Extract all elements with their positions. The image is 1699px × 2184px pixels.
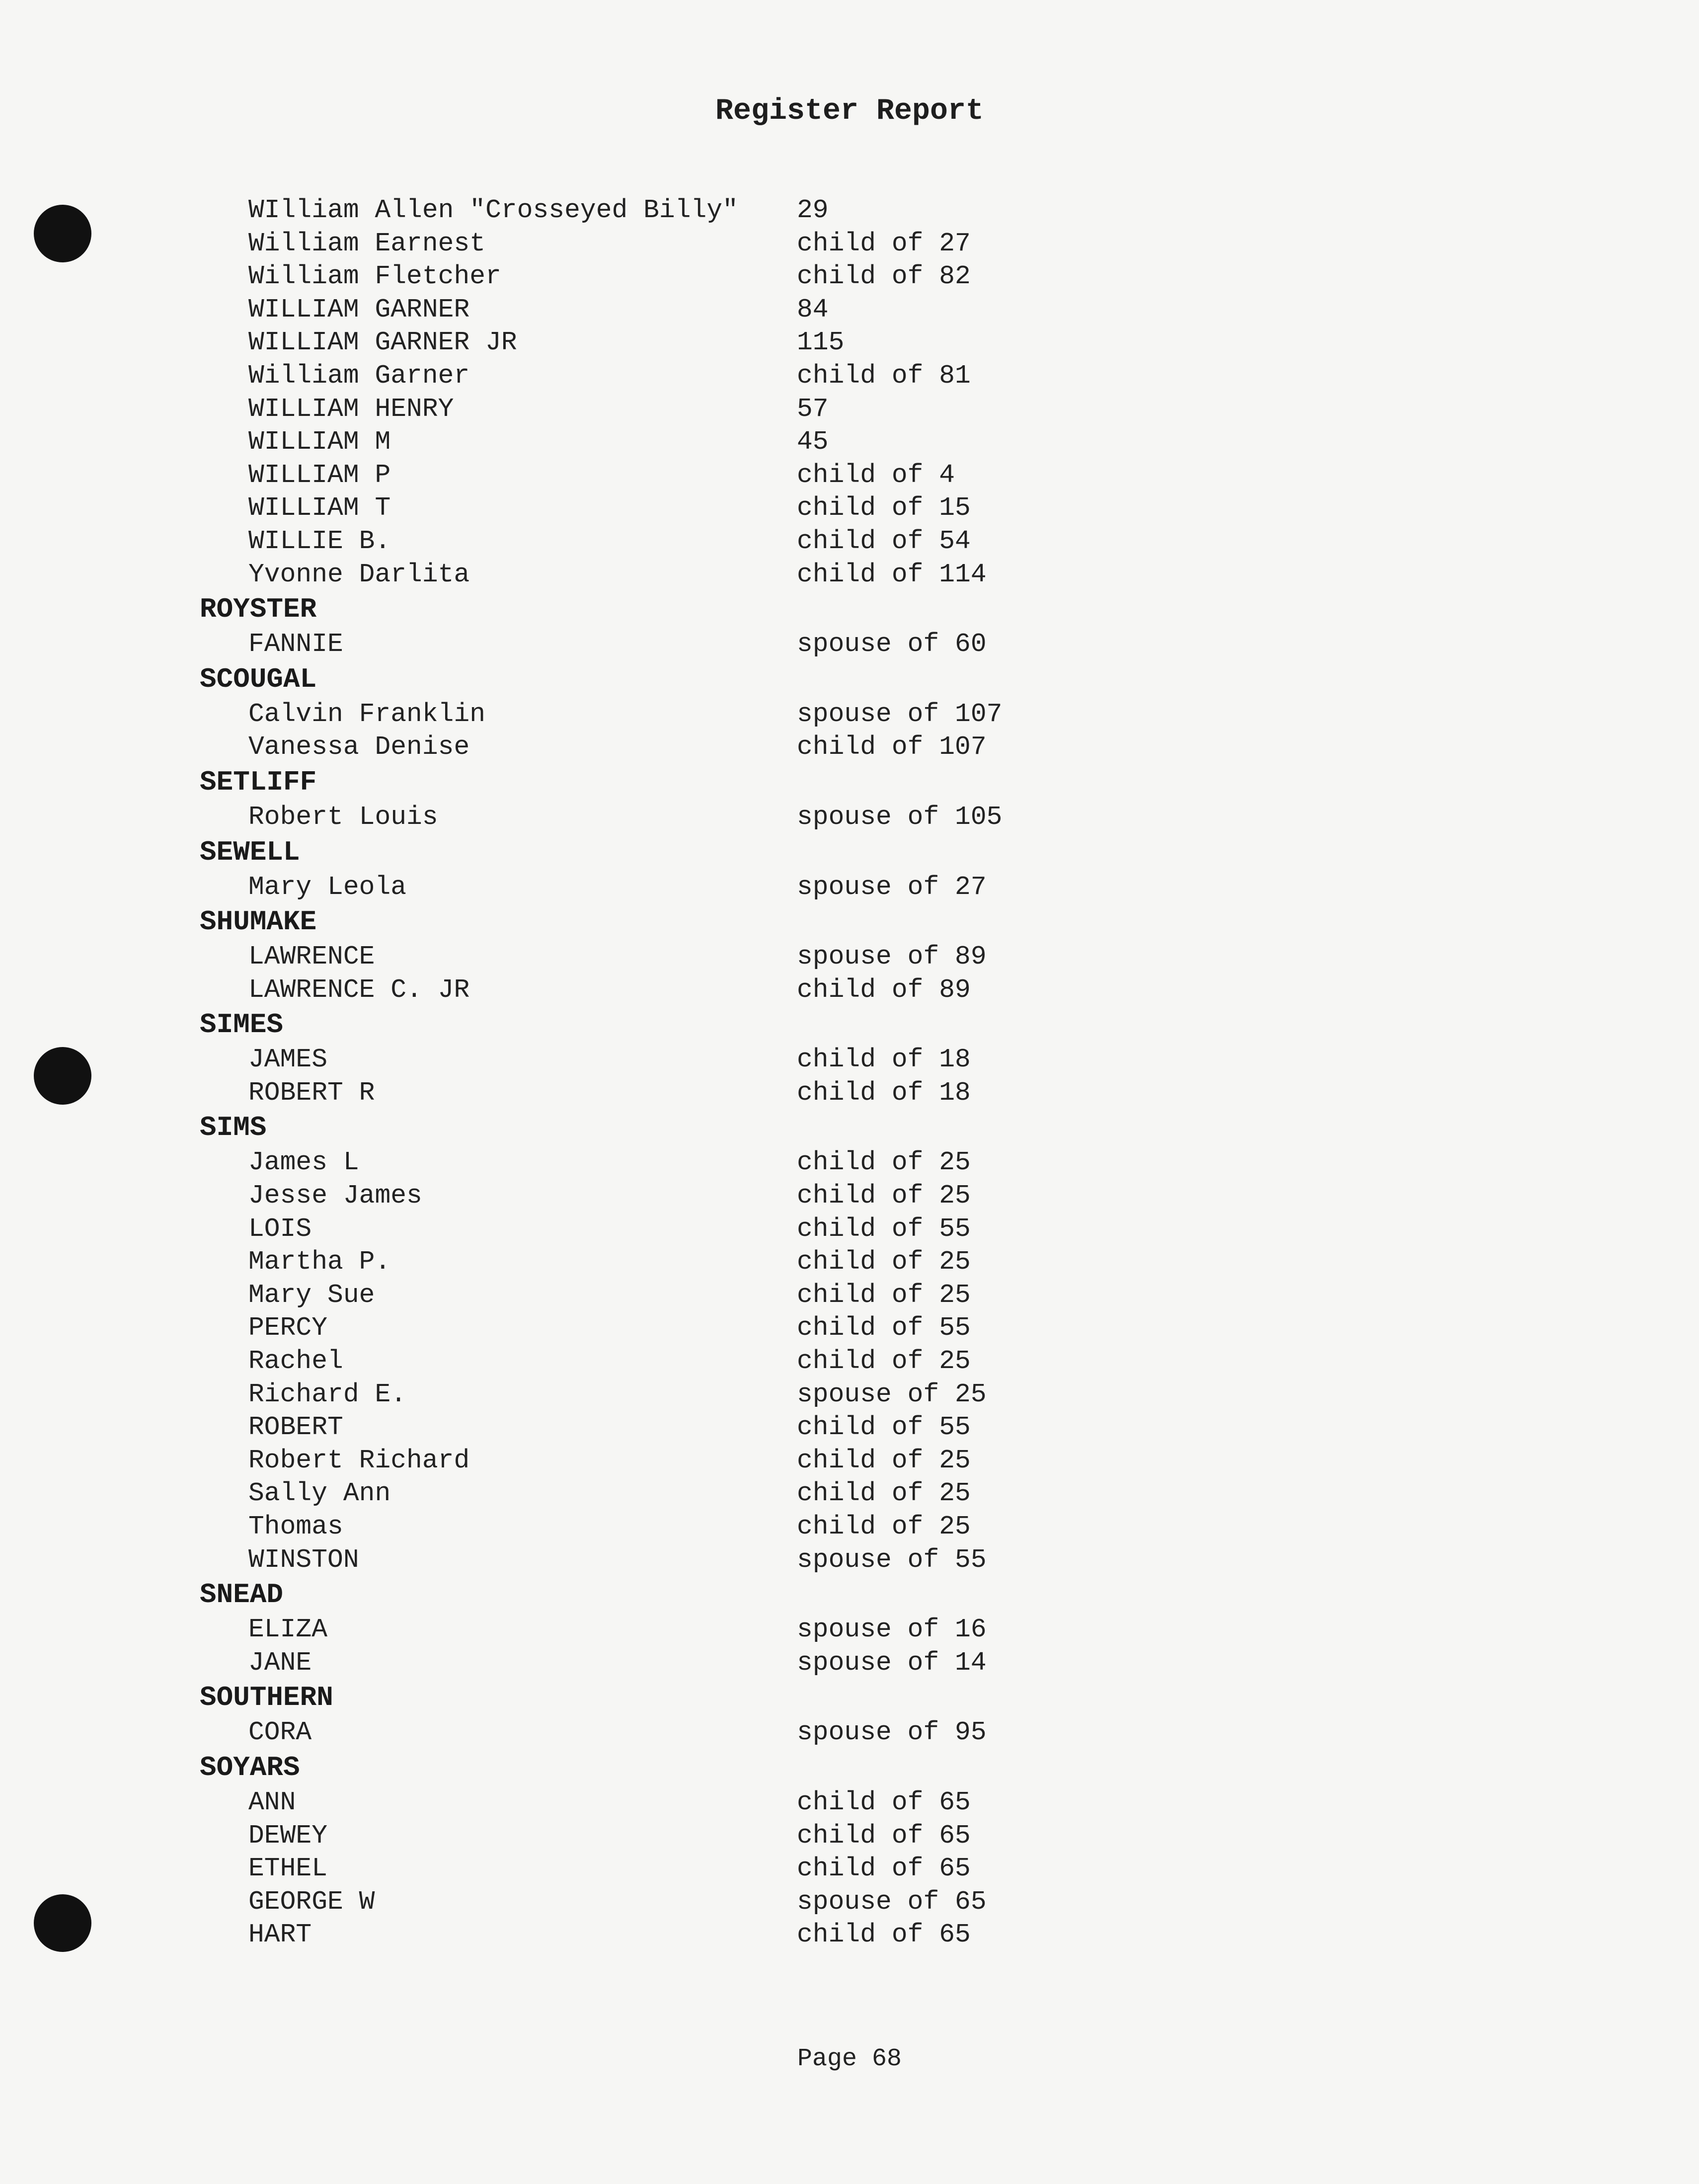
person-name: JANE xyxy=(248,1647,312,1678)
surname-heading: SOUTHERN xyxy=(200,1682,333,1714)
register-entry xyxy=(0,801,1699,834)
person-name: DEWEY xyxy=(248,1820,328,1851)
relationship-ref: child of 55 xyxy=(797,1213,971,1244)
person-name: PERCY xyxy=(248,1313,328,1343)
relationship-ref: spouse of 107 xyxy=(797,699,1003,729)
relationship-ref: child of 25 xyxy=(797,1147,971,1178)
person-name: WIlliam Allen "Crosseyed Billy" xyxy=(248,195,738,225)
person-name: Robert Richard xyxy=(248,1445,470,1475)
person-name: Rachel xyxy=(248,1346,343,1376)
surname-heading: SNEAD xyxy=(200,1579,284,1611)
register-entry xyxy=(0,425,1699,459)
register-entry xyxy=(0,1543,1699,1577)
register-entry xyxy=(0,1444,1699,1477)
relationship-ref: child of 27 xyxy=(797,228,971,258)
person-name: JAMES xyxy=(248,1045,328,1075)
relationship-ref: child of 25 xyxy=(797,1478,971,1509)
register-entry xyxy=(0,1819,1699,1853)
relationship-ref: child of 89 xyxy=(797,974,971,1005)
relationship-ref: child of 25 xyxy=(797,1346,971,1376)
surname-heading: SCOUGAL xyxy=(200,663,317,695)
relationship-ref: 57 xyxy=(797,394,829,424)
person-name: WILLIAM GARNER JR xyxy=(248,327,517,358)
relationship-ref: child of 25 xyxy=(797,1280,971,1310)
register-entry xyxy=(0,698,1699,731)
relationship-ref: child of 4 xyxy=(797,460,955,490)
relationship-ref: spouse of 55 xyxy=(797,1544,987,1575)
relationship-ref: child of 18 xyxy=(797,1045,971,1075)
register-entry xyxy=(0,1786,1699,1819)
person-name: WILLIAM P xyxy=(248,460,391,490)
relationship-ref: child of 55 xyxy=(797,1313,971,1343)
surname-heading: SEWELL xyxy=(200,836,300,868)
register-entry xyxy=(0,628,1699,661)
register-entry xyxy=(0,359,1699,393)
register-entry xyxy=(0,1279,1699,1312)
register-entry xyxy=(0,1146,1699,1179)
relationship-ref: 45 xyxy=(797,427,829,457)
relationship-ref: child of 81 xyxy=(797,360,971,391)
surname-heading: SETLIFF xyxy=(200,766,317,798)
relationship-ref: child of 25 xyxy=(797,1445,971,1475)
relationship-ref: child of 54 xyxy=(797,526,971,556)
person-name: Yvonne Darlita xyxy=(248,559,470,589)
person-name: James L xyxy=(248,1147,359,1178)
register-entry xyxy=(0,459,1699,492)
relationship-ref: spouse of 65 xyxy=(797,1886,987,1917)
register-entry xyxy=(0,1852,1699,1885)
relationship-ref: 84 xyxy=(797,294,829,324)
register-entry xyxy=(0,525,1699,558)
relationship-ref: spouse of 89 xyxy=(797,942,987,972)
person-name: Mary Leola xyxy=(248,872,407,902)
person-name: LAWRENCE C. JR xyxy=(248,974,470,1005)
page-title: Register Report xyxy=(715,94,984,128)
person-name: Jesse James xyxy=(248,1181,422,1211)
relationship-ref: child of 18 xyxy=(797,1077,971,1108)
person-name: ELIZA xyxy=(248,1615,328,1645)
relationship-ref: child of 114 xyxy=(797,559,987,589)
register-entry xyxy=(0,1613,1699,1646)
person-name: Martha P. xyxy=(248,1247,391,1277)
relationship-ref: child of 65 xyxy=(797,1787,971,1817)
person-name: HART xyxy=(248,1920,312,1950)
person-name: WILLIAM T xyxy=(248,493,391,523)
page-number: Page 68 xyxy=(797,2045,902,2073)
register-entry xyxy=(0,293,1699,326)
person-name: William Earnest xyxy=(248,228,486,258)
relationship-ref: spouse of 60 xyxy=(797,629,987,659)
person-name: Calvin Franklin xyxy=(248,699,486,729)
person-name: LOIS xyxy=(248,1213,312,1244)
surname-heading: SIMES xyxy=(200,1009,284,1041)
surname-heading: SIMS xyxy=(200,1112,267,1144)
person-name: William Garner xyxy=(248,360,470,391)
relationship-ref: child of 25 xyxy=(797,1512,971,1541)
register-entry xyxy=(0,1345,1699,1378)
person-name: WILLIAM GARNER xyxy=(248,294,470,324)
person-name: GEORGE W xyxy=(248,1886,375,1917)
relationship-ref: spouse of 105 xyxy=(797,802,1003,832)
relationship-ref: spouse of 16 xyxy=(797,1615,987,1645)
register-entry xyxy=(0,491,1699,525)
relationship-ref: child of 25 xyxy=(797,1181,971,1211)
register-entry xyxy=(0,1179,1699,1213)
register-entry xyxy=(0,1411,1699,1444)
register-entry xyxy=(0,1213,1699,1246)
relationship-ref: child of 65 xyxy=(797,1820,971,1851)
register-entry xyxy=(0,730,1699,764)
register-entry xyxy=(0,1043,1699,1076)
register-entry xyxy=(0,1716,1699,1749)
person-name: Robert Louis xyxy=(248,802,438,832)
person-name: WILLIE B. xyxy=(248,526,391,556)
register-entry xyxy=(0,1311,1699,1345)
register-entry xyxy=(0,393,1699,426)
person-name: ROBERT xyxy=(248,1412,343,1443)
register-entry xyxy=(0,1510,1699,1543)
relationship-ref: 29 xyxy=(797,195,829,225)
person-name: CORA xyxy=(248,1717,312,1748)
person-name: LAWRENCE xyxy=(248,942,375,972)
register-entry xyxy=(0,940,1699,973)
person-name: ANN xyxy=(248,1787,296,1817)
person-name: William Fletcher xyxy=(248,261,501,292)
register-entry xyxy=(0,871,1699,904)
person-name: WILLIAM M xyxy=(248,427,391,457)
relationship-ref: child of 65 xyxy=(797,1854,971,1884)
relationship-ref: child of 107 xyxy=(797,732,987,762)
relationship-ref: spouse of 25 xyxy=(797,1379,987,1409)
person-name: Richard E. xyxy=(248,1379,407,1409)
register-list xyxy=(0,194,1699,1951)
register-entry xyxy=(0,227,1699,260)
surname-heading: SHUMAKE xyxy=(200,906,317,938)
register-entry xyxy=(0,1076,1699,1110)
relationship-ref: 115 xyxy=(797,327,845,358)
register-entry xyxy=(0,1378,1699,1411)
register-entry xyxy=(0,1885,1699,1919)
person-name: Vanessa Denise xyxy=(248,732,470,762)
register-entry xyxy=(0,1245,1699,1279)
person-name: ROBERT R xyxy=(248,1077,375,1108)
person-name: Thomas xyxy=(248,1512,343,1541)
person-name: WINSTON xyxy=(248,1544,359,1575)
person-name: WILLIAM HENRY xyxy=(248,394,454,424)
surname-heading: SOYARS xyxy=(200,1751,300,1783)
person-name: Mary Sue xyxy=(248,1280,375,1310)
surname-heading: ROYSTER xyxy=(200,593,317,626)
relationship-ref: child of 82 xyxy=(797,261,971,292)
relationship-ref: child of 15 xyxy=(797,493,971,523)
register-entry xyxy=(0,1477,1699,1510)
register-entry xyxy=(0,326,1699,359)
register-entry xyxy=(0,260,1699,293)
register-entry xyxy=(0,194,1699,227)
relationship-ref: child of 65 xyxy=(797,1920,971,1950)
relationship-ref: spouse of 14 xyxy=(797,1647,987,1678)
register-entry xyxy=(0,558,1699,591)
register-entry xyxy=(0,973,1699,1007)
register-entry xyxy=(0,1646,1699,1680)
register-entry xyxy=(0,1918,1699,1951)
relationship-ref: child of 55 xyxy=(797,1412,971,1443)
person-name: FANNIE xyxy=(248,629,343,659)
relationship-ref: spouse of 95 xyxy=(797,1717,987,1748)
relationship-ref: child of 25 xyxy=(797,1247,971,1277)
relationship-ref: spouse of 27 xyxy=(797,872,987,902)
person-name: ETHEL xyxy=(248,1854,328,1884)
person-name: Sally Ann xyxy=(248,1478,391,1509)
